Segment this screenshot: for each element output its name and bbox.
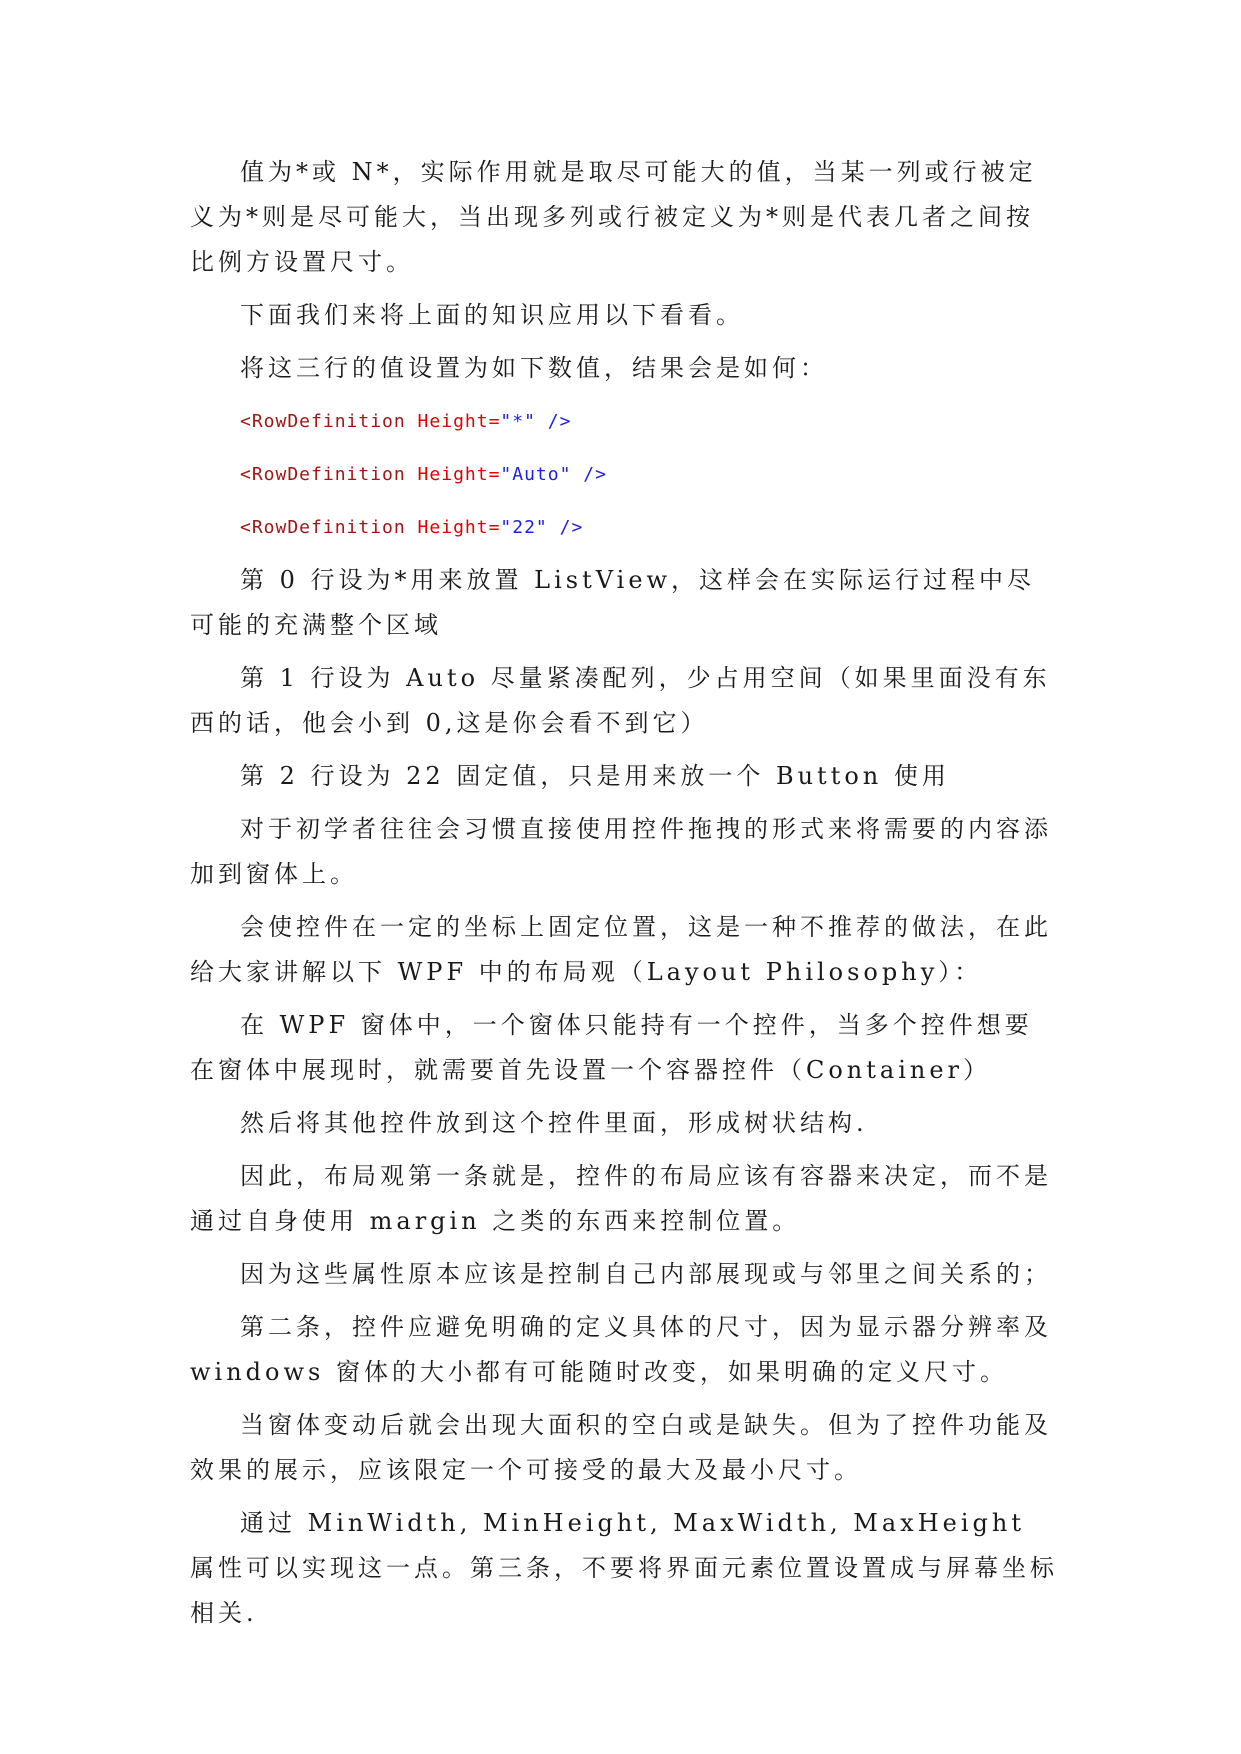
paragraph: 因为这些属性原本应该是控制自己内部展现或与邻里之间关系的； xyxy=(240,1260,1052,1288)
code-value: "*" xyxy=(500,411,536,432)
document-page xyxy=(190,150,1058,1644)
code-value: "22" xyxy=(500,517,548,538)
code-tag: <RowDefinition xyxy=(240,411,406,432)
code-close: /> xyxy=(571,464,607,485)
code-value: "Auto" xyxy=(500,464,572,485)
code-attribute: Height= xyxy=(405,411,501,432)
code-attribute: Height= xyxy=(405,517,501,538)
paragraph: 通过 MinWidth, MinHeight, MaxWidth, MaxHeight 属性可以实现这一点。第三条，不要将界面元素位置设置成与屏幕坐标相关. xyxy=(190,1509,1058,1627)
paragraph: 第二条，控件应避免明确的定义具体的尺寸，因为显示器分辨率及 windows 窗体的大小都有可能随时改变，如果明确的定义尺寸。 xyxy=(190,1313,1052,1386)
paragraph: 第 2 行设为 22 固定值，只是用来放一个 Button 使用 xyxy=(240,762,950,790)
paragraph: 第 1 行设为 Auto 尽量紧凑配列，少占用空间（如果里面没有东西的话，他会小到 0,这是你会看不到它） xyxy=(190,664,1051,737)
code-tag: <RowDefinition xyxy=(240,464,406,485)
code-line xyxy=(190,505,1058,550)
code-close: /> xyxy=(547,517,584,538)
paragraph: 对于初学者往往会习惯直接使用控件拖拽的形式来将需要的内容添加到窗体上。 xyxy=(190,815,1052,888)
paragraph: 下面我们来将上面的知识应用以下看看。 xyxy=(240,301,744,329)
paragraph: 然后将其他控件放到这个控件里面，形成树状结构. xyxy=(240,1109,868,1137)
paragraph: 第 0 行设为*用来放置 ListView，这样会在实际运行过程中尽可能的充满整个区域 xyxy=(190,566,1036,639)
code-line xyxy=(190,399,1058,444)
code-line xyxy=(190,452,1058,497)
code-attribute: Height= xyxy=(405,464,501,485)
paragraph: 在 WPF 窗体中，一个窗体只能持有一个控件，当多个控件想要在窗体中展现时，就需要首先设置一个容器控件（Container） xyxy=(190,1011,1033,1084)
paragraph: 将这三行的值设置为如下数值，结果会是如何： xyxy=(240,354,828,382)
code-close: /> xyxy=(535,411,572,432)
paragraph: 值为*或 N*，实际作用就是取尽可能大的值，当某一列或行被定义为*则是尽可能大，当出现多列或行被定义为*则是代表几者之间按比例方设置尺寸。 xyxy=(190,158,1037,276)
paragraph: 会使控件在一定的坐标上固定位置，这是一种不推荐的做法，在此给大家讲解以下 WPF 中的布局观（Layout Philosophy）： xyxy=(190,913,1052,986)
code-tag: <RowDefinition xyxy=(240,517,406,538)
paragraph: 因此，布局观第一条就是，控件的布局应该有容器来决定，而不是通过自身使用 margin 之类的东西来控制位置。 xyxy=(190,1162,1052,1235)
paragraph: 当窗体变动后就会出现大面积的空白或是缺失。但为了控件功能及效果的展示，应该限定一个可接受的最大及最小尺寸。 xyxy=(190,1411,1052,1484)
